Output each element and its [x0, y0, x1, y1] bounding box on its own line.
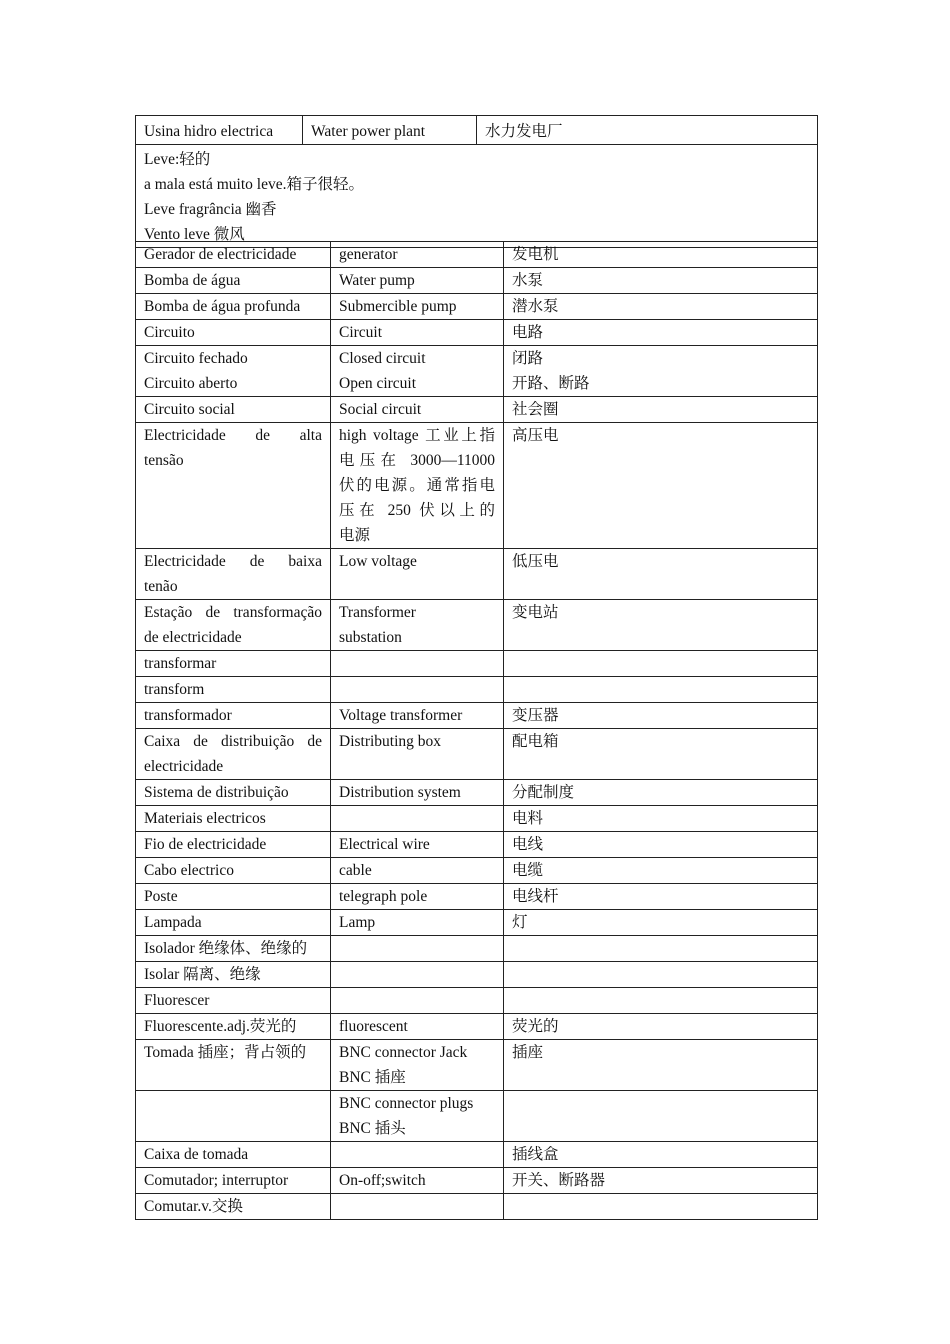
table-row [136, 346, 818, 397]
table-row [136, 1194, 818, 1220]
cell-zh: 配电箱 [504, 729, 818, 780]
cell-zh [504, 936, 818, 962]
cell-zh: 电料 [504, 806, 818, 832]
cell-en: cable [331, 858, 504, 884]
cell-line: Electricidade de baixa [144, 553, 322, 570]
cell-en [331, 677, 504, 703]
table-row [136, 677, 818, 703]
cell-pt [136, 1091, 331, 1142]
cell-en: fluorescent [331, 1014, 504, 1040]
cell-pt: Lampada [136, 910, 331, 936]
note-line: Vento leve 微风 [144, 226, 245, 243]
cell-pt: Comutador; interruptor [136, 1168, 331, 1194]
cell-line: de electricidade [144, 629, 242, 646]
table-row [136, 910, 818, 936]
cell-zh: 社会圈 [504, 397, 818, 423]
cell-zh: 高压电 [504, 423, 818, 549]
cell-pt: transformar [136, 651, 331, 677]
cell-en: Electrical wire [331, 832, 504, 858]
cell-en [331, 600, 504, 651]
cell-en: Distributing box [331, 729, 504, 780]
table-row [136, 1091, 818, 1142]
cell-line: Circuito aberto [144, 375, 238, 392]
table-row [136, 962, 818, 988]
cell-zh: 灯 [504, 910, 818, 936]
cell-en: Low voltage [331, 549, 504, 600]
cell-line: Transformer [339, 604, 416, 621]
cell-pt: Tomada 插座；背占领的 [136, 1040, 331, 1091]
cell-zh: 电缆 [504, 858, 818, 884]
leve-note-cell [136, 145, 818, 248]
table-row [136, 294, 818, 320]
cell-zh: 电路 [504, 320, 818, 346]
cell-pt [136, 549, 331, 600]
cell-pt: transformador [136, 703, 331, 729]
note-line: Leve:轻的 [144, 151, 211, 168]
cell-en [331, 988, 504, 1014]
cell-en [331, 962, 504, 988]
cell-en [331, 936, 504, 962]
table-row [136, 268, 818, 294]
table-row [136, 320, 818, 346]
cell-pt: Sistema de distribuição [136, 780, 331, 806]
cell-line: 开路、断路 [512, 375, 590, 392]
cell-zh [504, 1194, 818, 1220]
cell-zh [504, 677, 818, 703]
cell-pt: transform [136, 677, 331, 703]
cell-pt: Cabo electrico [136, 858, 331, 884]
cell-zh [504, 346, 818, 397]
cell-zh: 水泵 [504, 268, 818, 294]
cell-zh [504, 988, 818, 1014]
cell-pt [136, 600, 331, 651]
cell-line: high voltage 工业上指 [339, 427, 495, 444]
table-row [136, 423, 818, 549]
cell-zh: 插座 [504, 1040, 818, 1091]
table-row [136, 600, 818, 651]
table-row [136, 116, 818, 145]
cell-zh: 荧光的 [504, 1014, 818, 1040]
cell-en: Circuit [331, 320, 504, 346]
table-row [136, 988, 818, 1014]
cell-line: BNC 插头 [339, 1120, 406, 1137]
cell-zh [504, 651, 818, 677]
note-line: a mala está muito leve.箱子很轻。 [144, 176, 364, 193]
cell-en: Voltage transformer [331, 703, 504, 729]
cell-en: telegraph pole [331, 884, 504, 910]
cell-pt: Materiais electricos [136, 806, 331, 832]
cell-line: 压在 250 伏以上的 [339, 502, 495, 519]
cell-en [331, 1040, 504, 1091]
table-row [136, 780, 818, 806]
cell-zh [504, 962, 818, 988]
table-row [136, 806, 818, 832]
cell-line: BNC connector Jack [339, 1044, 468, 1061]
cell-line: electricidade [144, 758, 224, 775]
cell-en [331, 1091, 504, 1142]
cell-pt [136, 729, 331, 780]
table-row [136, 1168, 818, 1194]
cell-line: 电源 [339, 527, 371, 544]
cell-pt: Isolar 隔离、绝缘 [136, 962, 331, 988]
leve-note-row [136, 145, 818, 248]
cell-line: Open circuit [339, 375, 417, 392]
cell-pt: Circuito social [136, 397, 331, 423]
cell-zh: 电线杆 [504, 884, 818, 910]
cell-line: 伏的电源。通常指电 [339, 477, 495, 494]
table-row [136, 1014, 818, 1040]
cell-en [331, 423, 504, 549]
cell-pt: Gerador de electricidade [136, 242, 331, 268]
note-line: Leve fragrância 幽香 [144, 201, 277, 218]
cell-pt: Bomba de água profunda [136, 294, 331, 320]
cell-en: On-off;switch [331, 1168, 504, 1194]
cell-en: Lamp [331, 910, 504, 936]
cell-line: BNC 插座 [339, 1069, 406, 1086]
cell-zh: 发电机 [504, 242, 818, 268]
cell-line: Electricidade de alta [144, 427, 322, 444]
cell-pt: Bomba de água [136, 268, 331, 294]
cell-en: Water pump [331, 268, 504, 294]
cell-pt: Isolador 绝缘体、绝缘的 [136, 936, 331, 962]
cell-zh [504, 1091, 818, 1142]
table-row [136, 549, 818, 600]
table-row [136, 703, 818, 729]
cell-en [331, 651, 504, 677]
table-row [136, 651, 818, 677]
cell-zh: 电线 [504, 832, 818, 858]
cell-line: Estação de transformação [144, 604, 322, 621]
cell-pt: Fluorescente.adj.荧光的 [136, 1014, 331, 1040]
cell-line: tenão [144, 578, 178, 595]
cell-zh: 变电站 [504, 600, 818, 651]
cell-en: Water power plant [303, 116, 477, 145]
cell-zh: 插线盒 [504, 1142, 818, 1168]
cell-zh: 变压器 [504, 703, 818, 729]
table-row [136, 858, 818, 884]
cell-zh: 水力发电厂 [477, 116, 818, 145]
cell-zh: 低压电 [504, 549, 818, 600]
vocabulary-table [135, 241, 818, 1220]
table-row [136, 242, 818, 268]
cell-pt [136, 346, 331, 397]
table-row [136, 397, 818, 423]
cell-en [331, 1142, 504, 1168]
cell-en [331, 806, 504, 832]
cell-zh: 潜水泵 [504, 294, 818, 320]
cell-pt: Comutar.v.交换 [136, 1194, 331, 1220]
cell-line: BNC connector plugs [339, 1095, 474, 1112]
cell-en: generator [331, 242, 504, 268]
cell-pt: Circuito [136, 320, 331, 346]
cell-en: Social circuit [331, 397, 504, 423]
cell-en [331, 346, 504, 397]
cell-pt [136, 423, 331, 549]
cell-line: Circuito fechado [144, 350, 248, 367]
cell-pt: Fio de electricidade [136, 832, 331, 858]
cell-line: 闭路 [512, 350, 544, 367]
table-row [136, 729, 818, 780]
cell-line: tensão [144, 452, 184, 469]
table-row [136, 1142, 818, 1168]
cell-zh: 分配制度 [504, 780, 818, 806]
cell-en: Submercible pump [331, 294, 504, 320]
table-row [136, 936, 818, 962]
cell-pt: Fluorescer [136, 988, 331, 1014]
cell-line: Caixa de distribuição de [144, 733, 322, 750]
cell-line: Closed circuit [339, 350, 426, 367]
table-row [136, 1040, 818, 1091]
cell-en [331, 1194, 504, 1220]
cell-pt: Caixa de tomada [136, 1142, 331, 1168]
cell-line: substation [339, 629, 402, 646]
cell-pt: Poste [136, 884, 331, 910]
header-table [135, 115, 818, 248]
cell-pt: Usina hidro electrica [136, 116, 303, 145]
cell-en: Distribution system [331, 780, 504, 806]
table-row [136, 884, 818, 910]
table-row [136, 832, 818, 858]
cell-line: 电压在 3000—11000 [339, 452, 495, 469]
cell-zh: 开关、断路器 [504, 1168, 818, 1194]
